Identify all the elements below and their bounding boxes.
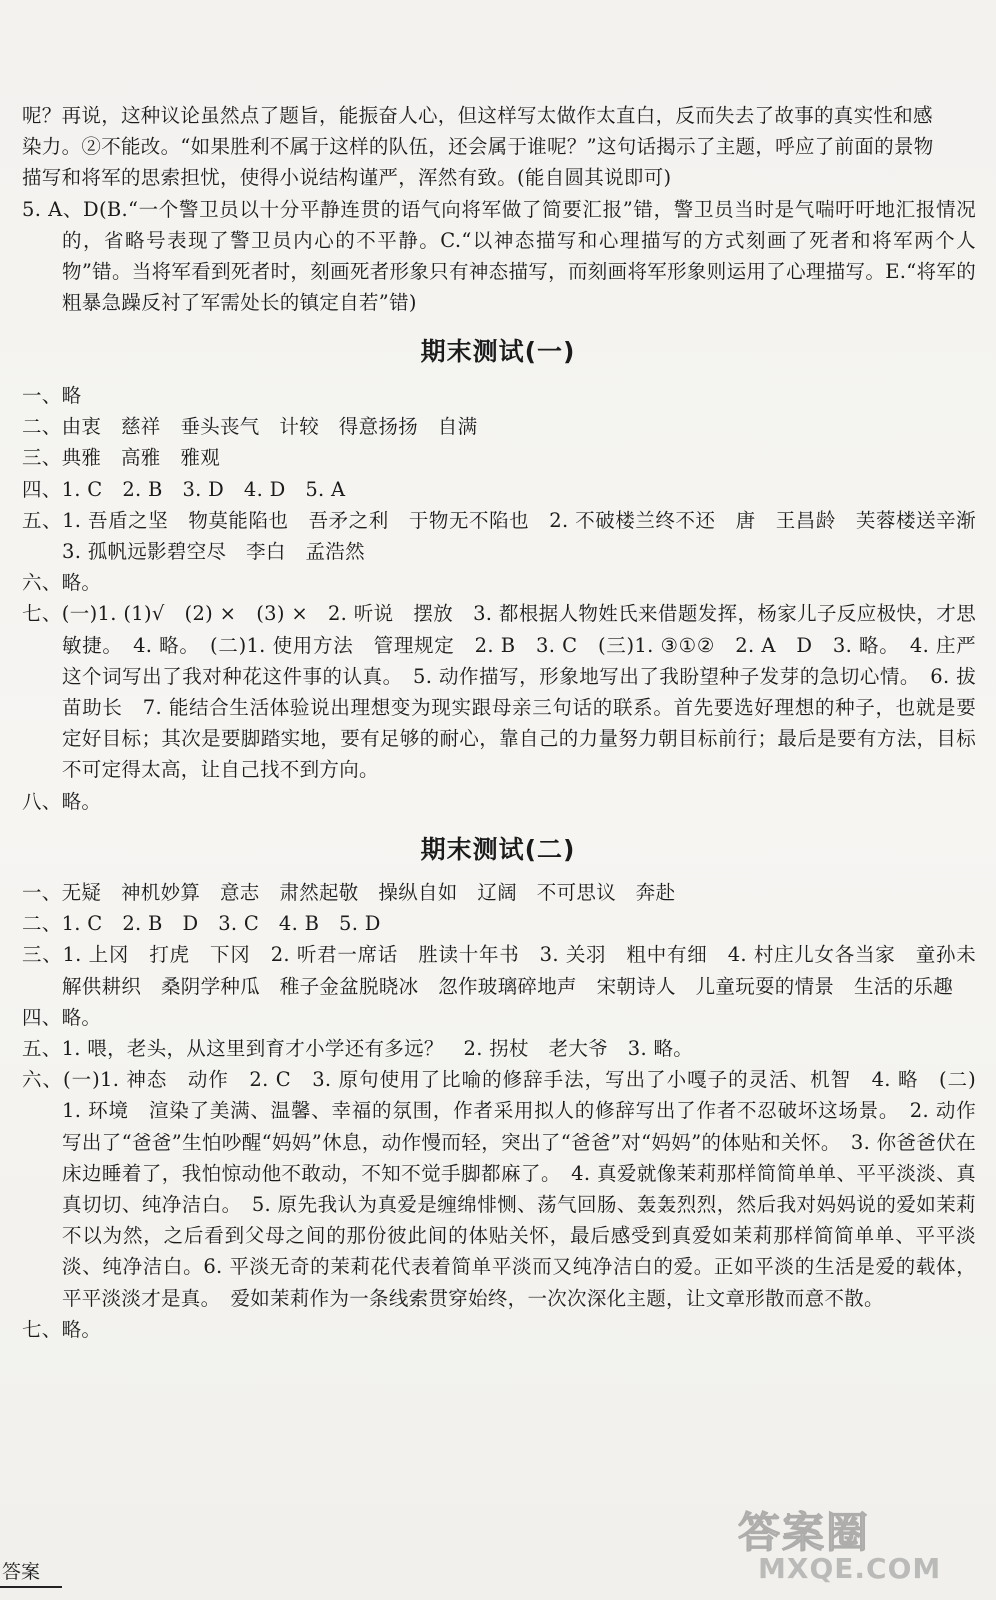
test2-section — [22, 877, 996, 1345]
intro-section — [22, 100, 976, 318]
intro-item-5: 5. A、D(B.“一个警卫员以十分平静连贯的语气向将军做了简要汇报”错，警卫员当时是气喘吁吁地汇报情况的，省略号表现了警卫员内心的不平静。C.“以神态描写和心理描写的方式刻画了死者和将军两个人物”错。当将军看到死者时，刻画死者形象只有神态描写，而刻画将军形象则运用了心理描写。E.“将军的粗暴急躁反衬了军需处长的镇定自若”错) — [22, 197, 976, 315]
watermark-text: 答案圈 — [738, 1508, 871, 1557]
test1-title: 期末测试(一) — [420, 337, 576, 366]
watermark-url: MXQE.COM — [758, 1552, 942, 1585]
intro-line: 描写和将军的思索担忧，使得小说结构谨严，浑然有致。(能自圆其说即可) — [22, 166, 672, 190]
test1-item: 三、典雅 高雅 雅观 — [22, 446, 221, 470]
test1-item: 五、1. 吾盾之坚 物莫能陷也 吾矛之利 于物无不陷也 2. 不破楼兰终不还 唐 王昌龄 芙蓉楼送辛渐 3. 孤帆远影碧空尽 李白 孟浩然 — [22, 508, 996, 564]
test1-item: 二、由衷 慈祥 垂头丧气 计较 得意扬扬 自满 — [22, 415, 478, 439]
test2-item: 七、略。 — [22, 1317, 102, 1341]
test2-item: 三、1. 上冈 打虎 下冈 2. 听君一席话 胜读十年书 3. 关羽 粗中有细 4. 村庄儿女各当家 童孙未解供耕织 桑阴学种瓜 稚子金盆脱晓冰 忽作玻璃碎地声 宋朝诗人 儿童玩耍的情景 生活的乐趣 — [22, 943, 976, 998]
test2-item: 五、1. 喂，老头，从这里到育才小学还有多远？ 2. 拐杖 老大爷 3. 略。 — [22, 1037, 694, 1061]
test2-title: 期末测试(二) — [420, 835, 576, 864]
test1-item: 七、(一)1. (1)√ (2) × (3) × 2. 听说 摆放 3. 都根据人物姓氏来借题发挥，杨家儿子反应极快，才思敏捷。 4. 略。 (二)1. 使用方法 管理规定 2. B 3. C (三)1. ③①② 2. A D 3. 略。 4. 庄严这个词写出了我对种花这件事的认真。 5. 动作描写，形象地写出了我盼望种子发芽的急切心情。 6. 拔苗助长 7. 能结合生活体验说出理想变为现实跟母亲三句话的联系。首先要选好理想的种子，也就是要定好目标；其次是要脚踏实地，要有足够的耐心，靠自己的力量努力朝目标前行；最后是要有方法，目标不可定得太高，让自己找不到方向。 — [22, 602, 976, 782]
test2-item: 二、1. C 2. B D 3. C 4. B 5. D — [22, 912, 381, 936]
intro-line: 呢？再说，这种议论虽然点了题旨，能振奋人心，但这样写太做作太直白，反而失去了故事的真实性和感 — [22, 104, 933, 127]
watermark-logo — [738, 1500, 978, 1590]
test1-item: 八、略。 — [22, 789, 102, 813]
test2-item: 六、(一)1. 神态 动作 2. C 3. 原句使用了比喻的修辞手法，写出了小嘎子的灵活、机智 4. 略 (二) 1. 环境 渲染了美满、温馨、幸福的氛围，作者采用拟人的修辞写出了作者不忍破坏这场景。 2. 动作 写出了“爸爸”生怕吵醒“妈妈”休息，动作慢而轻，突出了“爸爸”对“妈妈”的体贴和关怀。 3. 你爸爸伏在床边睡着了，我怕惊动他不敢动，不知不觉手脚都麻了。 4. 真爱就像茉莉那样简简单单、平平淡淡、真真切切、纯净洁白。 5. 原先我认为真爱是缠绵悱恻、荡气回肠、轰轰烈烈，然后我对妈妈说的爱如茉莉不以为然，之后看到父母之间的那份彼此间的体贴关怀，最后感受到真爱如茉莉那样简简单单、平平淡淡、纯净洁白。6. 平淡无奇的茉莉花代表着简单平淡而又纯净洁白的爱。正如平淡的生活是爱的载体，平平淡淡才是真。 爱如茉莉作为一条线索贯穿始终，一次次深化主题，让文章形散而意不散。 — [22, 1068, 996, 1310]
test1-item: 一、略 — [22, 384, 82, 407]
footer-answer-tag: 答案 — [0, 1556, 62, 1588]
test1-item: 六、略。 — [22, 571, 102, 595]
test1-item: 四、1. C 2. B 3. D 4. D 5. A — [22, 477, 346, 501]
intro-line: 染力。②不能改。“如果胜利不属于这样的队伍，还会属于谁呢？”这句话揭示了主题，呼应了前面的景物 — [22, 135, 934, 159]
test2-item: 一、无疑 神机妙算 意志 肃然起敬 操纵自如 辽阔 不可思议 奔赴 — [22, 881, 676, 904]
test1-section — [22, 380, 996, 817]
test2-item: 四、略。 — [22, 1005, 102, 1029]
